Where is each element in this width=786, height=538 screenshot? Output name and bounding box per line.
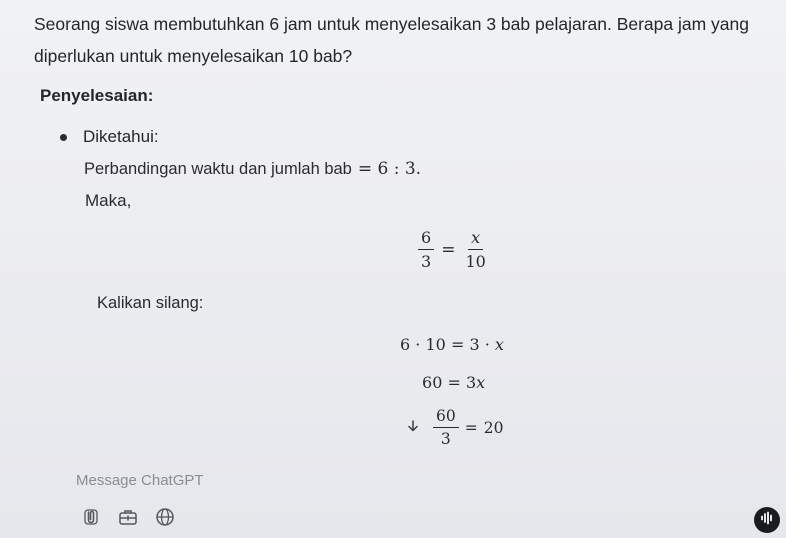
fraction-left-denominator: 3 (421, 252, 432, 271)
tools-button[interactable] (117, 508, 139, 530)
ratio-line (84, 159, 421, 179)
equation-step-1: 6 · 10 = 3 · x (400, 335, 504, 354)
fraction-left (418, 228, 434, 271)
equation-step-3 (433, 407, 503, 448)
web-search-button[interactable] (154, 508, 176, 530)
voice-waveform-icon (759, 511, 775, 530)
fraction-right (462, 228, 488, 271)
solution-heading: Penyelesaian: (40, 86, 154, 105)
arrow-down-icon (407, 420, 419, 435)
fraction-right-numerator: x (468, 228, 483, 250)
equation-step-2: 60 = 3x (422, 373, 486, 392)
known-label: Diketahui: (83, 127, 159, 146)
toolbox-icon (118, 508, 138, 531)
cross-multiply-label: Kalikan silang: (97, 294, 204, 312)
voice-mode-button[interactable] (754, 507, 780, 533)
globe-icon (155, 507, 175, 532)
result-value: 20 (483, 418, 504, 437)
attach-button[interactable] (80, 508, 102, 530)
user-question: Seorang siswa membutuhkan 6 jam untuk menyelesaikan 3 bab pelajaran. Berapa jam yang diperlukan untuk menyelesaikan 10 bab? (34, 14, 750, 66)
fraction-left-numerator: 6 (418, 228, 434, 250)
paperclip-icon (82, 508, 100, 531)
proportion-equation (418, 228, 489, 271)
ratio-text: Perbandingan waktu dan jumlah bab (84, 160, 352, 178)
then-label: Maka, (85, 191, 132, 210)
scroll-down-button[interactable] (404, 418, 422, 436)
fraction-result-denominator: 3 (440, 430, 451, 448)
equals-sign: = (441, 239, 456, 260)
bullet-dot-icon (60, 134, 67, 141)
ratio-math: = 6 : 3. (357, 159, 422, 179)
fraction-result-numerator: 60 (433, 407, 459, 428)
composer-toolbar (80, 508, 191, 530)
equals-sign: = (464, 418, 478, 437)
message-input[interactable]: Message ChatGPT (76, 472, 204, 489)
fraction-result (433, 407, 459, 448)
known-bullet (60, 127, 159, 147)
fraction-right-denominator: 10 (465, 252, 486, 271)
